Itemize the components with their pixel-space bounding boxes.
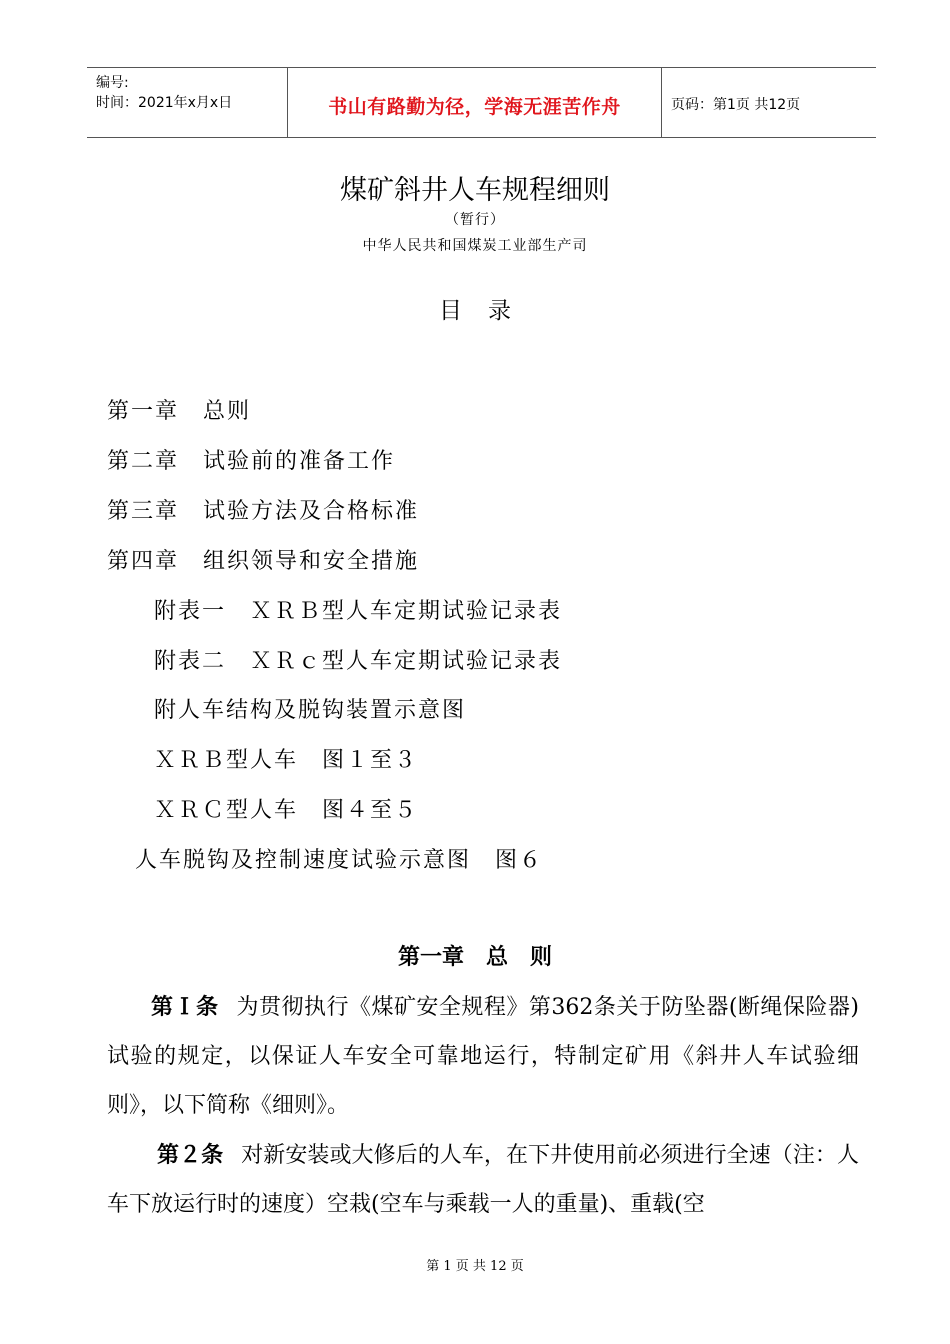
toc-item [107, 544, 419, 575]
chapter-title: 第一章 总 则 [397, 945, 552, 970]
toc-item-text: 试验前的准备工作 [203, 449, 396, 474]
toc-item-text: 试验方法及合格标准 [203, 499, 420, 524]
header-page-cell [662, 68, 876, 137]
toc-item [154, 644, 562, 675]
toc-item-text: 图６ [495, 848, 544, 873]
article-text: 为贯彻执行《煤矿安全规程》第362条关于防坠器(断绳保险器)试验的规定，以保证人车安全可靠地运行，特制定矿用《斜井人车试验细则》，以下简称《细则》。 [107, 995, 859, 1118]
header-motto-cell [288, 68, 662, 137]
toc-item-prefix: 附表一 [154, 599, 227, 624]
toc-item-prefix: ＸＲＣ型人车 [154, 798, 299, 823]
header-motto: 书山有路勤为径，学海无涯苦作舟 [328, 96, 621, 118]
article-label: 第２条 [157, 1143, 224, 1168]
toc-item-prefix: 第三章 [107, 499, 180, 524]
document-header [87, 67, 876, 138]
toc-item [154, 693, 466, 724]
toc-item-text: 总则 [203, 399, 252, 424]
toc-item-text: 图１至３ [322, 748, 419, 773]
toc-item-text: 附人车结构及脱钩装置示意图 [154, 698, 467, 723]
toc-item-prefix: 人车脱钩及控制速度试验示意图 [135, 848, 472, 873]
document-title: 煤矿斜井人车规程细则 [340, 175, 610, 206]
toc-item-prefix: 第一章 [107, 399, 180, 424]
toc-item [154, 793, 418, 824]
document-subtitle: （暂行） [445, 212, 505, 228]
document-time-label: 时间：2021年x月x日 [96, 95, 233, 111]
toc-title: 目录 [439, 298, 537, 324]
toc-item [107, 394, 251, 425]
toc-item-text: 图４至５ [322, 798, 419, 823]
toc-item-text: 组织领导和安全措施 [203, 549, 420, 574]
article-paragraph [107, 1131, 859, 1229]
toc-item [107, 444, 395, 475]
article-text: 对新安装或大修后的人车，在下井使用前必须进行全速（注：人车下放运行时的速度）空栽(空车与乘载一人的重量)、重载(空 [107, 1143, 859, 1217]
toc-item-prefix: 第二章 [107, 449, 180, 474]
article-label: 第Ｉ条 [151, 995, 219, 1020]
toc-item [107, 494, 419, 525]
toc-item-text: ＸＲｃ型人车定期试验记录表 [250, 649, 563, 674]
toc-item-text: ＸＲＢ型人车定期试验记录表 [250, 599, 563, 624]
toc-item-prefix: 附表二 [154, 649, 227, 674]
toc-item [154, 594, 562, 625]
toc-item [135, 843, 543, 874]
toc-item [154, 743, 418, 774]
page-footer: 第 1 页 共 12 页 [426, 1259, 524, 1274]
document-number-label: 编号: [96, 75, 129, 91]
header-meta-cell [87, 68, 288, 137]
header-page-info: 页码：第1页 共12页 [671, 97, 801, 113]
article-paragraph [107, 983, 859, 1130]
toc-item-prefix: ＸＲＢ型人车 [154, 748, 299, 773]
toc-item-prefix: 第四章 [107, 549, 180, 574]
document-issuer: 中华人民共和国煤炭工业部生产司 [362, 238, 588, 254]
